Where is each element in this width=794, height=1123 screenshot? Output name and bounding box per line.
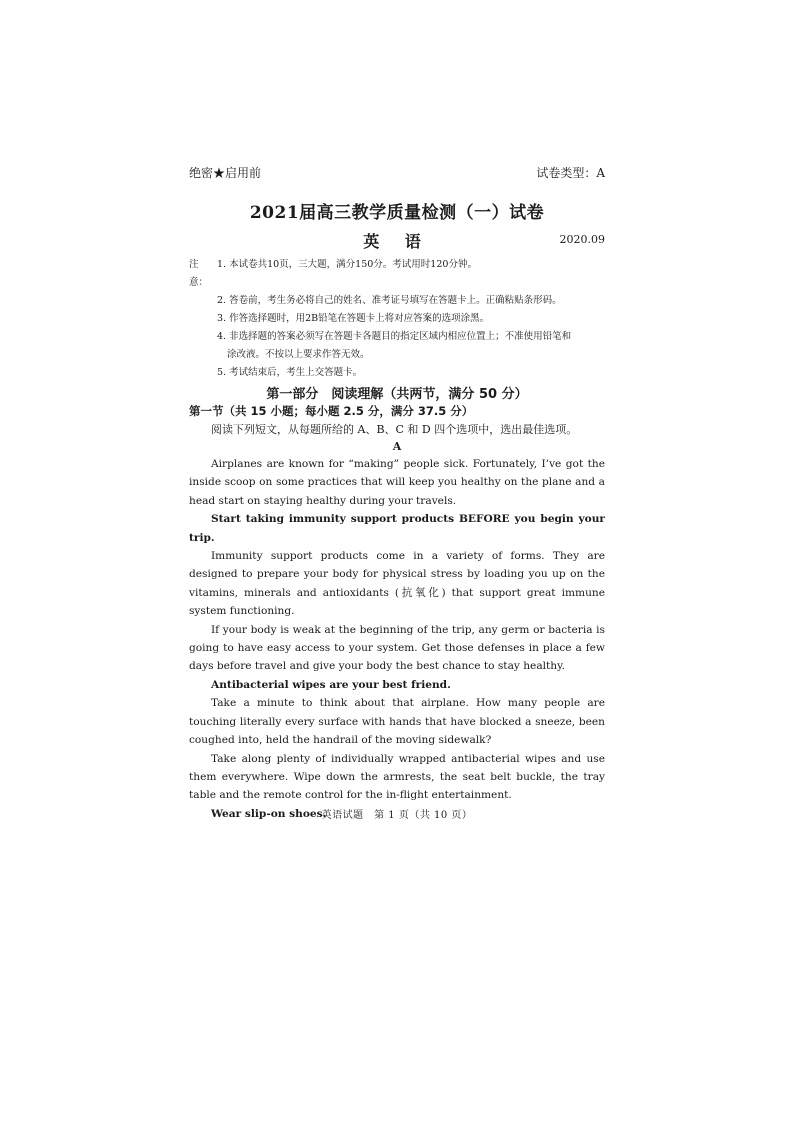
notes-label: 注意：	[189, 259, 209, 288]
note-item: 5. 考试结束后，考生上交答题卡。	[217, 367, 363, 378]
note-item-continuation: 涂改液。不按以上要求作答无效。	[227, 349, 370, 360]
confidential-label: 绝密★启用前	[189, 166, 262, 180]
passage-body	[189, 455, 605, 823]
passage-paragraph: Take a minute to think about that airplane. How many people are touching literally every surface with hands that have blocked a sneeze, been coughed into, held the handrail of the moving sidewalk?	[189, 697, 605, 747]
passage-label: A	[392, 440, 402, 453]
exam-title: 2021届高三教学质量检测（一）试卷	[249, 203, 545, 223]
section-title: 第一节（共 15 小题；每小题 2.5 分，满分 37.5 分）	[189, 404, 474, 418]
note-item: 2. 答卷前，考生务必将自己的姓名、准考证号填写在答题卡上。正确粘贴条形码。	[217, 295, 562, 306]
note-row	[189, 256, 609, 292]
passage-subheading: Start taking immunity support products BEFORE you begin your trip.	[189, 513, 605, 544]
note-item: 4. 非选择题的答案必须写在答题卡各题目的指定区域内相应位置上；不准使用铅笔和	[217, 331, 572, 342]
passage-paragraph: Immunity support products come in a variety of forms. They are designed to prepare your body for physical stress by loading you up on the vitamins, minerals and antioxidants (抗氧化) that support great immune system functioning.	[189, 550, 605, 618]
page-footer: 英语试题 第 1 页（共 10 页）	[321, 810, 473, 821]
part-title: 第一部分 阅读理解（共两节，满分 50 分）	[266, 387, 528, 402]
instruction-text: 阅读下列短文，从每题所给的 A、B、C 和 D 四个选项中，选出最佳选项。	[211, 423, 578, 436]
note-item: 3. 作答选择题时，用2B铅笔在答题卡上将对应答案的选项涂黑。	[217, 313, 490, 324]
passage-paragraph: Airplanes are known for “making” people sick. Fortunately, I’ve got the inside scoop on some practices that will keep you healthy on the plane and a head start on staying healthy during your travels.	[189, 458, 605, 507]
exam-date: 2020.09	[559, 233, 605, 246]
passage-paragraph: Take along plenty of individually wrapped antibacterial wipes and use them everywhere. Wipe down the armrests, the seat belt buckle, the tray table and the remote control for the in-flight entertainment.	[189, 752, 605, 802]
paper-type-label: 试卷类型：A	[536, 166, 605, 180]
subject-title: 英 语	[363, 232, 431, 251]
passage-subheading: Antibacterial wipes are your best friend.	[211, 678, 451, 691]
passage-subheading: Wear slip-on shoes.	[211, 807, 327, 820]
note-item: 1. 本试卷共10页，三大题，满分150分。考试用时120分钟。	[217, 259, 477, 270]
passage-paragraph: If your body is weak at the beginning of the trip, any germ or bacteria is going to have easy access to your system. Get those defenses in place a few days before travel and give your body the best chance to stay healthy.	[189, 623, 605, 673]
exam-notes	[189, 256, 609, 382]
